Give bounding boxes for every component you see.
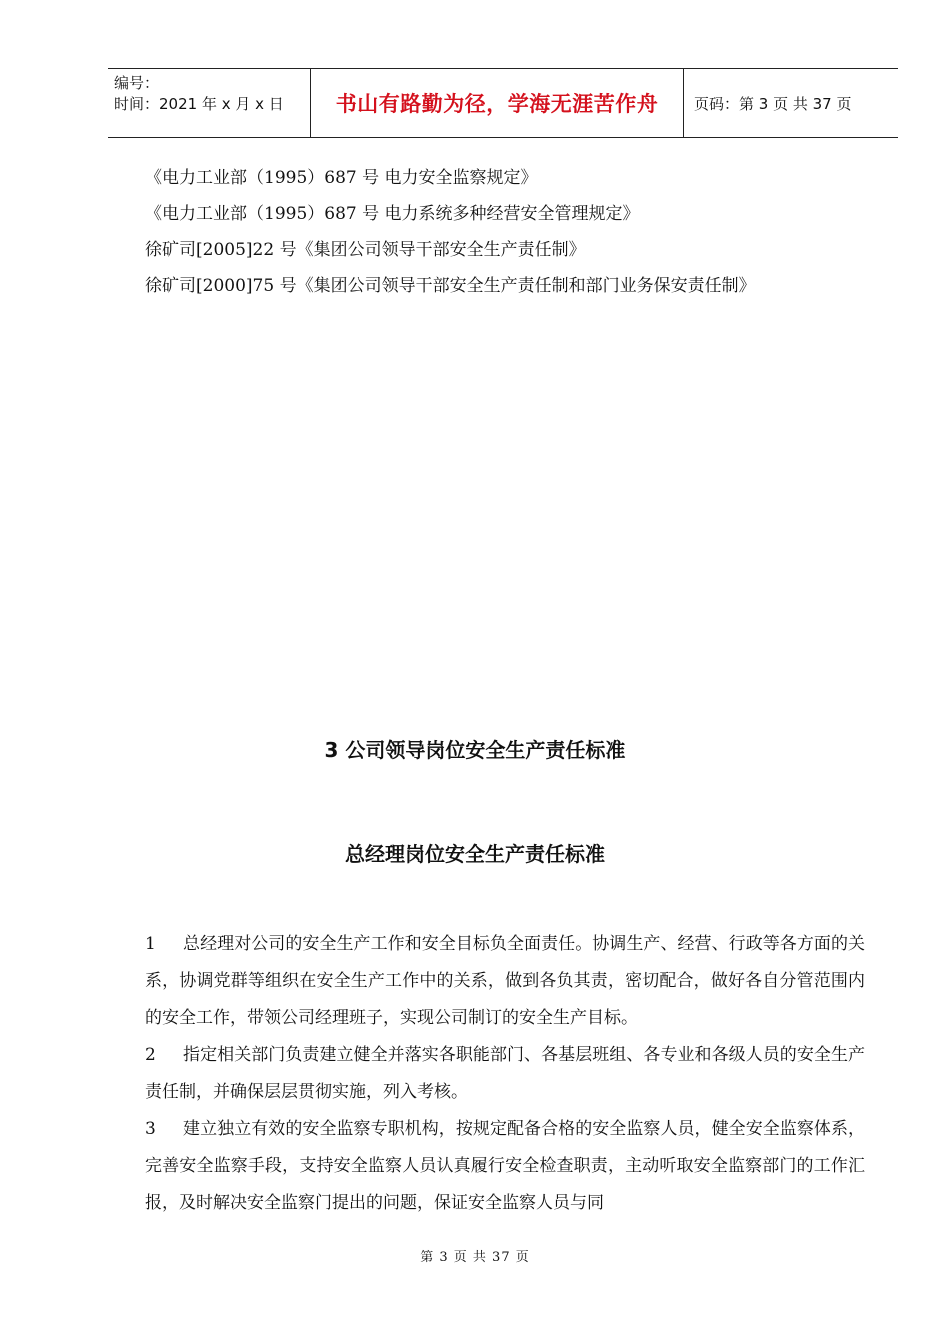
paragraph-text: 指定相关部门负责建立健全并落实各职能部门、各基层班组、各专业和各级人员的安全生产责任制，并确保层层贯彻实施，列入考核。	[145, 1045, 865, 1102]
paragraph	[145, 1037, 865, 1111]
code-label: 编号：	[114, 74, 160, 92]
reference-item: 徐矿司[2005]22 号《集团公司领导干部安全生产责任制》	[145, 240, 586, 260]
paragraph-number: 3	[145, 1119, 156, 1139]
paragraph-text: 总经理对公司的安全生产工作和安全目标负全面责任。协调生产、经营、行政等各方面的关系，协调党群等组织在安全生产工作中的关系，做到各负其责，密切配合，做好各自分管范围内的安全工作，带领公司经理班子，实现公司制订的安全生产目标。	[145, 934, 865, 1028]
paragraph-number: 1	[145, 934, 156, 954]
header-motto: 书山有路勤为径，学海无涯苦作舟	[335, 92, 659, 116]
reference-item: 《电力工业部（1995）687 号 电力安全监察规定》	[145, 168, 538, 188]
paragraph	[145, 1111, 865, 1222]
header-page-cell	[684, 69, 898, 137]
body-text	[145, 926, 865, 1222]
paragraph-number: 2	[145, 1045, 156, 1065]
paragraph-text: 建立独立有效的安全监察专职机构，按规定配备合格的安全监察人员，健全安全监察体系，完善安全监察手段，支持安全监察人员认真履行安全检查职责，主动听取安全监察部门的工作汇报，及时解决安全监察门提出的问题，保证安全监察人员与同	[145, 1119, 865, 1213]
page-header	[108, 68, 898, 138]
reference-item: 徐矿司[2000]75 号《集团公司领导干部安全生产责任制和部门业务保安责任制》	[145, 276, 756, 296]
header-motto-cell	[310, 69, 684, 137]
reference-list	[145, 160, 756, 304]
time-label: 时间：2021 年 x 月 x 日	[114, 95, 284, 113]
subsection-title: 总经理岗位安全生产责任标准	[345, 842, 605, 866]
header-info	[108, 69, 310, 137]
header-page-label: 页码：第 3 页 共 37 页	[694, 94, 852, 113]
section-title: 3 公司领导岗位安全生产责任标准	[324, 738, 626, 762]
paragraph	[145, 926, 865, 1037]
page-footer: 第 3 页 共 37 页	[420, 1250, 530, 1265]
reference-item: 《电力工业部（1995）687 号 电力系统多种经营安全管理规定》	[145, 204, 640, 224]
